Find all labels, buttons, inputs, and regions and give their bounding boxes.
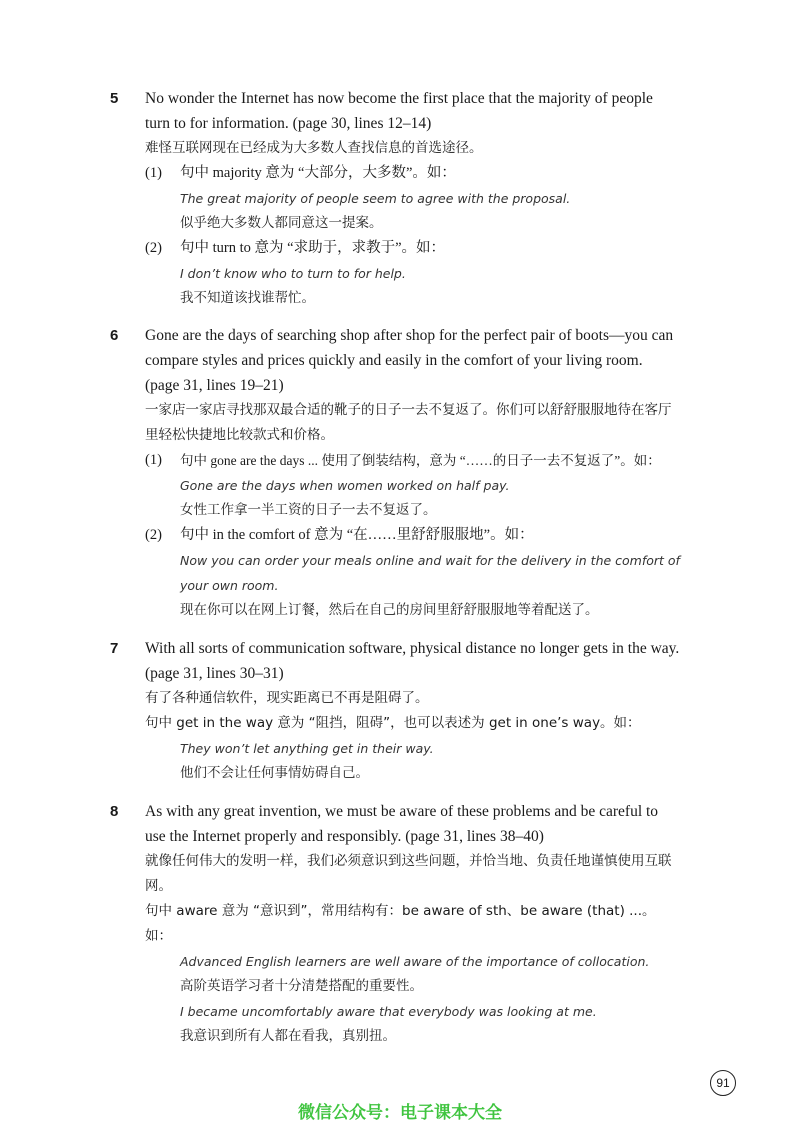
example-english: They won’t let anything get in their way. <box>180 741 434 756</box>
item-body <box>145 636 680 786</box>
sub-note-label: (2) <box>145 240 162 256</box>
chinese-translation: 就像任何伟大的发明一样，我们必须意识到这些问题，并恰当地、负责任地谨慎使用互联网。 <box>145 853 672 894</box>
sub-note-label: (1) <box>145 165 162 181</box>
sub-note-text: 句中 gone are the days ... 使用了倒装结构，意为 “……的日子一去不复返了”。如： <box>180 453 661 468</box>
english-sentence: As with any great invention, we must be aware of these problems and be careful to use the Internet properly and responsibly. (page 31, lines 38–40) <box>145 803 659 845</box>
item-body <box>145 323 680 623</box>
page-number: 91 <box>710 1070 736 1096</box>
sub-note-text: 句中 in the comfort of 意为 “在……里舒舒服服地”。如： <box>180 527 534 543</box>
watermark: 微信公众号：电子课本大全 <box>298 1103 502 1123</box>
sub-note <box>145 448 680 523</box>
example-english: Now you can order your meals online and wait for the delivery in the comfort of your own room. <box>180 553 680 593</box>
item-number: 6 <box>110 327 119 344</box>
explanation-text: 句中 get in the way 意为 “阻挡，阻碍”，也可以表述为 get in one’s way。如： <box>145 715 641 731</box>
chinese-translation: 一家店一家店寻找那双最合适的靴子的日子一去不复返了。你们可以舒舒服服地待在客厅里轻松快捷地比较款式和价格。 <box>145 402 672 443</box>
example-english: Advanced English learners are well aware of the importance of collocation. <box>180 954 650 969</box>
example-english: Gone are the days when women worked on half pay. <box>180 478 510 493</box>
item-number: 8 <box>110 803 119 820</box>
item-number: 7 <box>110 640 119 657</box>
english-sentence: With all sorts of communication software, physical distance no longer gets in the way. (page 31, lines 30–31) <box>145 640 680 682</box>
sub-note-label: (1) <box>145 452 162 468</box>
explanation-text: 句中 aware 意为 “意识到”，常用结构有：be aware of sth、be aware (that) ...。如： <box>145 903 656 944</box>
english-sentence: Gone are the days of searching shop after shop for the perfect pair of boots—you can compare styles and prices quickly and easily in the comfort of your living room. (page 31, lines 19–21) <box>145 327 674 394</box>
sub-note-text: 句中 turn to 意为 “求助于，求教于”。如： <box>180 240 446 256</box>
sub-note-label: (2) <box>145 527 162 543</box>
chinese-translation: 难怪互联网现在已经成为大多数人查找信息的首选途径。 <box>145 140 483 156</box>
chinese-translation: 有了各种通信软件，现实距离已不再是阻碍了。 <box>145 690 429 706</box>
item-body <box>145 86 680 311</box>
note-item-8 <box>110 799 680 1049</box>
sub-note <box>145 523 680 623</box>
example-chinese: 现在你可以在网上订餐，然后在自己的房间里舒舒服服地等着配送了。 <box>180 602 599 618</box>
note-item-7 <box>110 636 680 786</box>
example-chinese: 女性工作拿一半工资的日子一去不复返了。 <box>180 502 437 518</box>
example-english: I became uncomfortably aware that everybody was looking at me. <box>180 1004 597 1019</box>
sub-note-text: 句中 majority 意为 “大部分，大多数”。如： <box>180 165 456 181</box>
note-item-5 <box>110 86 680 311</box>
example-english: I don’t know who to turn to for help. <box>180 266 406 281</box>
example-chinese: 似乎绝大多数人都同意这一提案。 <box>180 215 383 231</box>
english-sentence: No wonder the Internet has now become the first place that the majority of people turn to for information. (page 30, lines 12–14) <box>145 90 653 132</box>
example-chinese: 我不知道该找谁帮忙。 <box>180 290 315 306</box>
sub-note <box>145 161 680 236</box>
note-item-6 <box>110 323 680 623</box>
example-chinese: 高阶英语学习者十分清楚搭配的重要性。 <box>180 978 423 994</box>
item-body <box>145 799 680 1049</box>
sub-note <box>145 236 680 311</box>
item-number: 5 <box>110 90 119 107</box>
example-english: The great majority of people seem to agree with the proposal. <box>180 191 571 206</box>
example-chinese: 他们不会让任何事情妨碍自己。 <box>180 765 369 781</box>
example-chinese: 我意识到所有人都在看我，真别扭。 <box>180 1028 396 1044</box>
